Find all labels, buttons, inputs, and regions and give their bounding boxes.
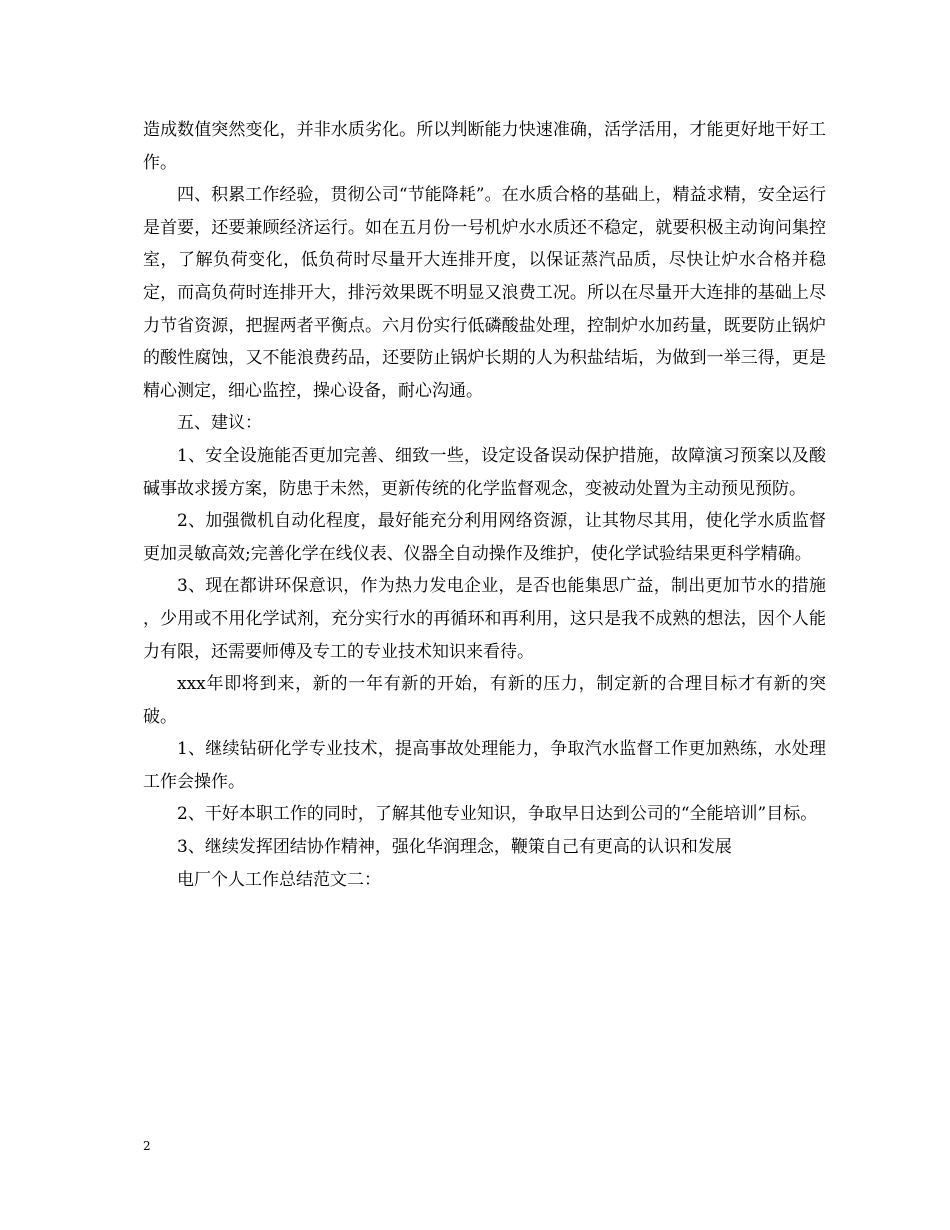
paragraph-3: 五、建议：	[177, 413, 262, 434]
paragraph-9: 2、干好本职工作的同时，了解其他专业知识，争取早日达到公司的“全能培训”目标。	[177, 804, 818, 825]
paragraph-7: xxx年即将到来，新的一年有新的开始，有新的压力，制定新的合理目标才有新的突破。	[143, 674, 826, 727]
paragraph-11: 电厂个人工作总结范文二：	[177, 869, 381, 890]
paragraph-4: 1、安全设施能否更加完善、细致一些，设定设备误动保护措施，故障演习预案以及酸碱事故求援方案，防患于未然，更新传统的化学监督观念，变被动处置为主动预见预防。	[143, 445, 826, 499]
page-number: 2	[143, 1139, 151, 1153]
paragraph-10: 3、继续发挥团结协作精神，强化华润理念，鞭策自己有更高的认识和发展	[177, 837, 732, 858]
document-body	[143, 114, 826, 896]
paragraph-5: 2、加强微机自动化程度，最好能充分利用网络资源，让其物尽其用，使化学水质监督更加灵敏高效;完善化学在线仪表、仪器全自动操作及维护，使化学试验结果更科学精确。	[143, 511, 826, 564]
paragraph-8: 1、继续钻研化学专业技术，提高事故处理能力，争取汽水监督工作更加熟练，水处理工作会操作。	[143, 739, 826, 792]
paragraph-6: 3、现在都讲环保意识，作为热力发电企业，是否也能集思广益，制出更加节水的措施 ，少用或不用化学试剂，充分实行水的再循环和再利用，这只是我不成熟的想法，因个人能力有限，还需要师傅及专工的专业技术知识来看待。	[143, 576, 826, 662]
paragraph-1: 造成数值突然变化，并非水质劣化。所以判断能力快速准确，活学活用，才能更好地干好工作。	[143, 120, 826, 173]
paragraph-2: 四、积累工作经验，贯彻公司“节能降耗”。在水质合格的基础上，精益求精，安全运行是首要，还要兼顾经济运行。如在五月份一号机炉水水质还不稳定，就要积极主动询问集控室，了解负荷变化，低负荷时尽量开大连排开度，以保证蒸汽品质，尽快让炉水合格并稳定，而高负荷时连排开大，排污效果既不明显又浪费工况。所以在尽量开大连排的基础上尽力节省资源，把握两者平衡点。六月份实行低磷酸盐处理，控制炉水加药量，既要防止锅炉的酸性腐蚀，又不能浪费药品，还要防止锅炉长期的人为积盐结垢，为做到一举三得，更是精心测定，细心监控，操心设备，耐心沟通。	[143, 185, 826, 401]
